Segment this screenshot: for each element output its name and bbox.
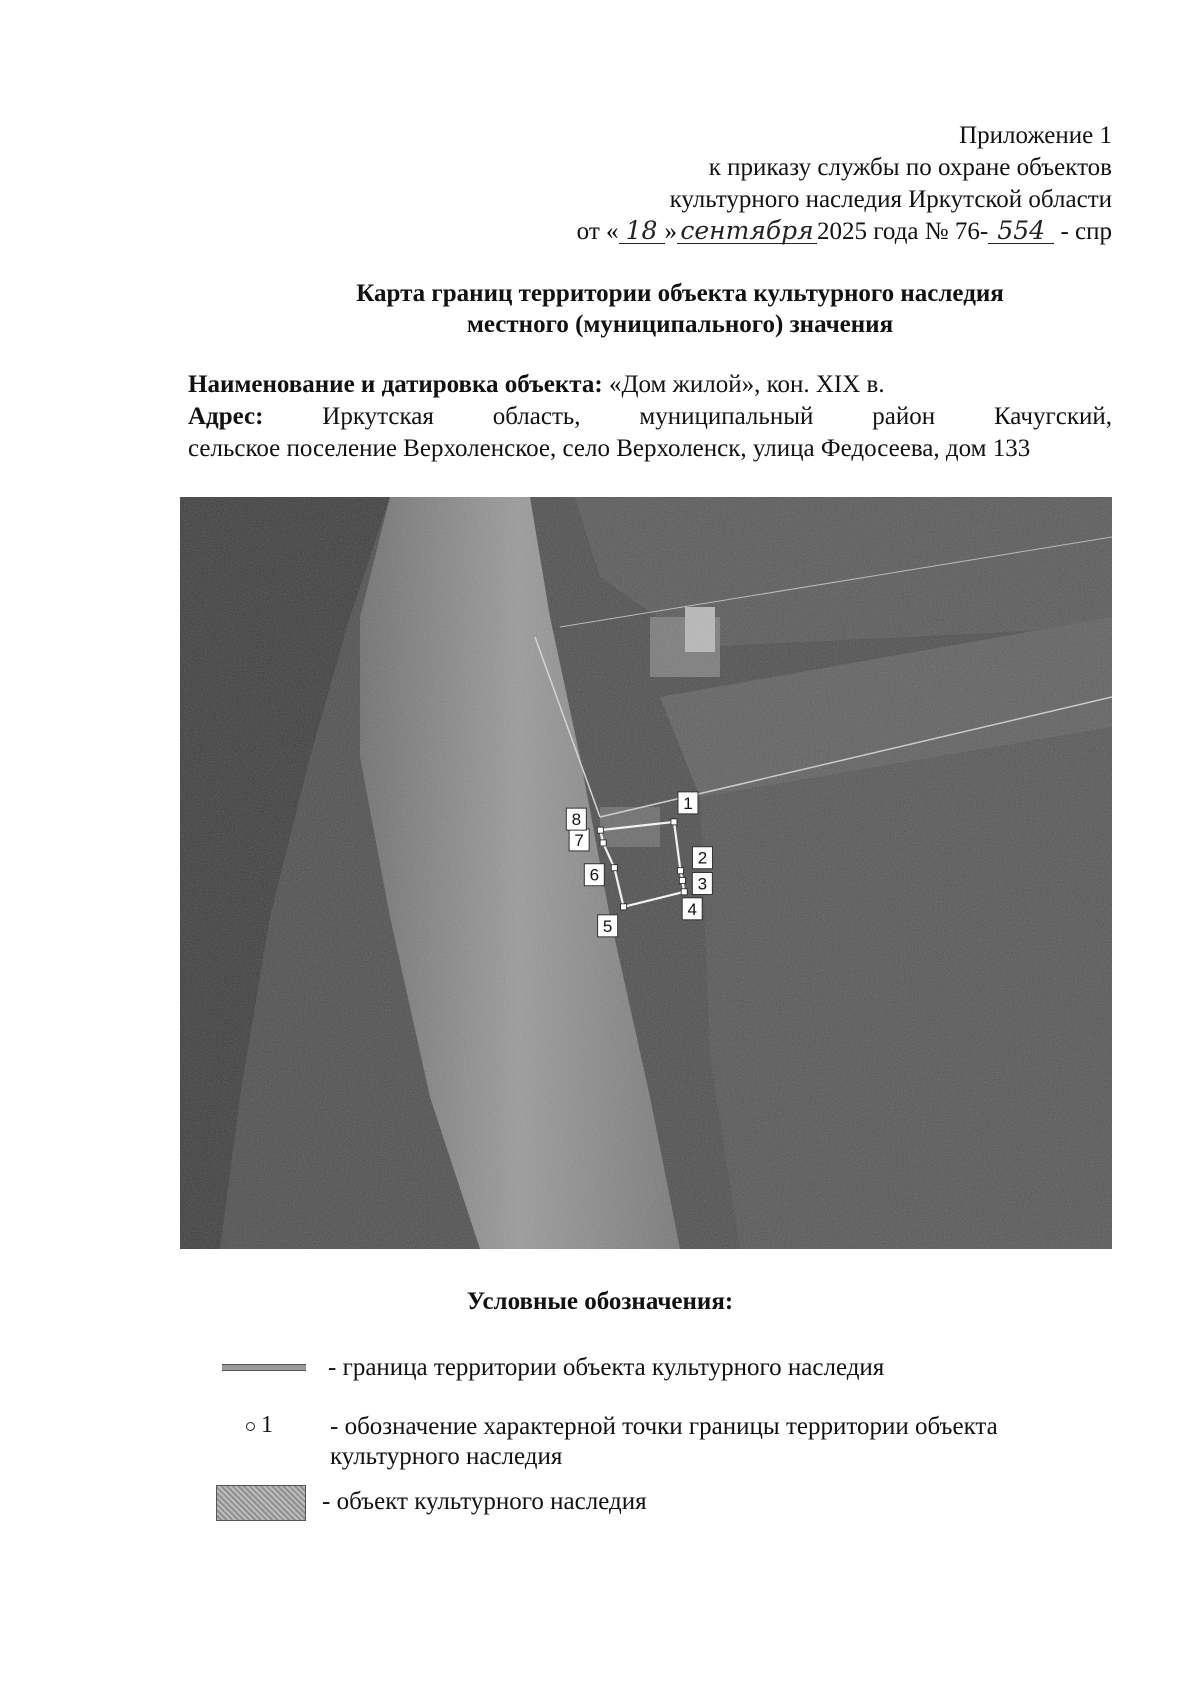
order-number-handwritten: 554 [988,219,1054,244]
annex-header [472,120,1112,248]
address-word: район [872,403,936,430]
address-word: Качугский, [993,403,1112,430]
legend-boundary-text: - граница территории объекта культурного наследия [328,1354,885,1381]
title-line-2: местного (муниципального) значения [466,311,894,338]
point-symbol-label: 1 [261,1412,273,1438]
point-label-2: 2 [697,848,708,868]
annex-line-3: культурного наследия Иркутской области [669,186,1112,213]
annex-line-1: Приложение 1 [959,122,1112,149]
object-info [188,369,1112,465]
document-title [180,278,1180,340]
satellite-map [180,497,1112,1249]
date-day-handwritten: 18 [619,219,665,244]
object-name-row [188,369,1112,401]
boundary-point-5 [621,904,627,910]
point-label-4: 4 [687,899,697,919]
address-label: Адрес: [188,403,264,430]
object-name-value: «Дом жилой», кон. XIX в. [602,371,885,398]
boundary-line-symbol [222,1364,306,1371]
point-symbol [246,1412,273,1439]
map-canvas [180,497,1112,1249]
boundary-point-1 [671,819,677,825]
address-word: область, [492,403,581,430]
boundary-point-3 [679,878,685,884]
point-label-5: 5 [602,916,613,936]
address-word: муниципальный [639,403,814,430]
legend-point-text-1: - обозначение характерной точки границы территории объекта [330,1413,998,1440]
date-month-handwritten: сентября [677,219,817,244]
point-label-8: 8 [571,810,582,830]
boundary-point-8 [597,827,603,833]
date-year: 2025 года № 76- [817,218,989,245]
object-name-label: Наименование и датировка объекта: [188,371,603,398]
date-mid: » [664,218,678,245]
boundary-point-6 [611,865,617,871]
point-label-1: 1 [683,793,693,813]
point-label-7: 7 [574,830,584,850]
annex-line-2: к приказу службы по охране объектов [708,154,1112,181]
legend-object-text: - объект культурного наследия [322,1488,647,1515]
point-label-6: 6 [589,865,600,885]
address-word: Иркутская [322,403,434,430]
title-line-1: Карта границ территории объекта культурного наследия [356,280,1004,307]
legend-point-text-2: культурного наследия [330,1443,563,1470]
point-dot-icon [246,1422,255,1431]
date-prefix: от « [576,218,619,245]
address-line-2: сельское поселение Верхоленское, село Верхоленск, улица Федосеева, дом 133 [188,435,1031,462]
boundary-point-4 [681,889,687,895]
boundary-point-2 [677,868,683,874]
boundary-point-7 [600,840,606,846]
point-label-3: 3 [697,874,708,894]
heritage-object-hatch-symbol [216,1485,306,1521]
address-row [188,401,1112,433]
map-grain [180,497,1112,1249]
order-suffix: - спр [1054,218,1112,245]
legend-title: Условные обозначения: [466,1288,734,1315]
annex-date-line [472,216,1112,248]
